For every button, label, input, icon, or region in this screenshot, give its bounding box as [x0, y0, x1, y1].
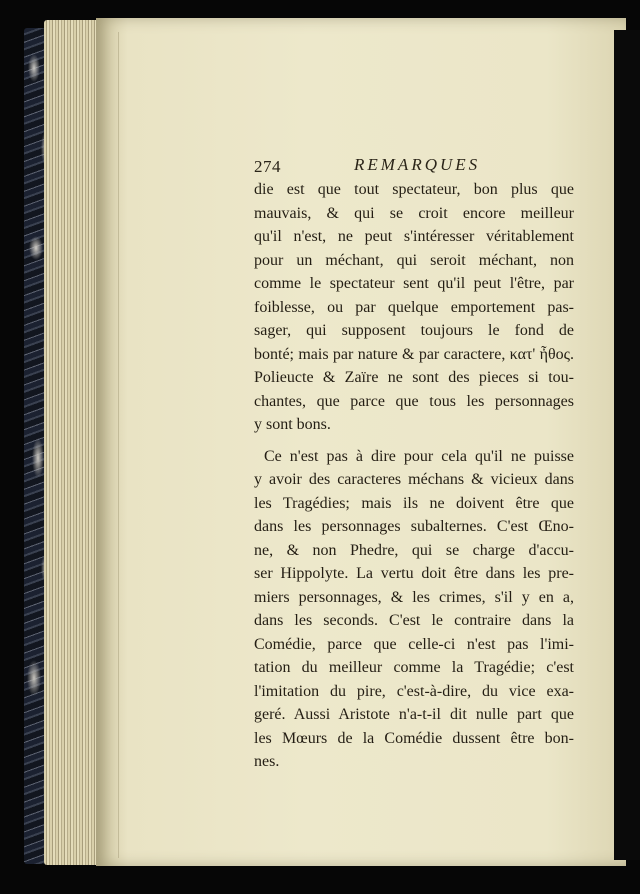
text-line: pour un méchant, qui seroit méchant, non: [254, 251, 574, 269]
paragraph: [254, 445, 574, 774]
text-line: l'imitation du pire, c'est-à-dire, du vice exa-: [254, 682, 574, 700]
text-line: bonté; mais par nature & par caractere, κατ' ἦθος.: [254, 345, 574, 363]
background-edge: [614, 30, 640, 860]
text-line: mauvais, & qui se croit encore meilleur: [254, 204, 574, 222]
text-line: die est que tout spectateur, bon plus que: [254, 181, 574, 198]
text-line: dans les seconds. C'est le contraire dans la: [254, 612, 574, 629]
text-line: y sont bons.: [254, 416, 331, 433]
text-line: tation du meilleur comme la Tragédie; c'est: [254, 659, 574, 676]
paragraph: [254, 178, 574, 437]
text-line: geré. Aussi Aristote n'a-t-il dit nulle part que: [254, 706, 574, 723]
page-number: 274: [254, 157, 281, 176]
running-head: REMARQUES: [354, 155, 481, 174]
text-line: Ce n'est pas à dire pour cela qu'il ne puisse: [264, 447, 574, 465]
text-line: les Mœurs de la Comédie dussent être bon-: [254, 729, 574, 747]
text-line: ser Hippolyte. La vertu doit être dans les pre-: [254, 565, 574, 582]
text-line: nes.: [254, 753, 280, 770]
text-line: y avoir des caracteres méchans & vicieux dans: [254, 471, 574, 488]
page-header: [254, 155, 554, 179]
text-line: Polieucte & Zaïre ne sont des pieces si tou-: [254, 369, 574, 386]
text-line: qu'il n'est, ne peut s'intéresser véritablement: [254, 228, 574, 245]
text-line: chantes, que parce que tous les personnages: [254, 392, 574, 410]
text-line: ne, & non Phedre, qui se charge d'accu-: [254, 541, 574, 559]
body-text: [254, 178, 574, 774]
text-line: foiblesse, ou par quelque emportement pas-: [254, 298, 574, 316]
text-line: Comédie, parce que celle-ci n'est pas l'imi-: [254, 635, 574, 653]
text-line: miers personnages, & les crimes, s'il y en a,: [254, 588, 574, 606]
text-line: sager, qui supposent toujours le fond de: [254, 322, 574, 339]
text-line: dans les personnages subalternes. C'est Œno-: [254, 518, 574, 535]
text-line: comme le spectateur sent qu'il peut l'être, par: [254, 275, 574, 292]
text-line: les Tragédies; mais ils ne doivent être que: [254, 494, 574, 512]
